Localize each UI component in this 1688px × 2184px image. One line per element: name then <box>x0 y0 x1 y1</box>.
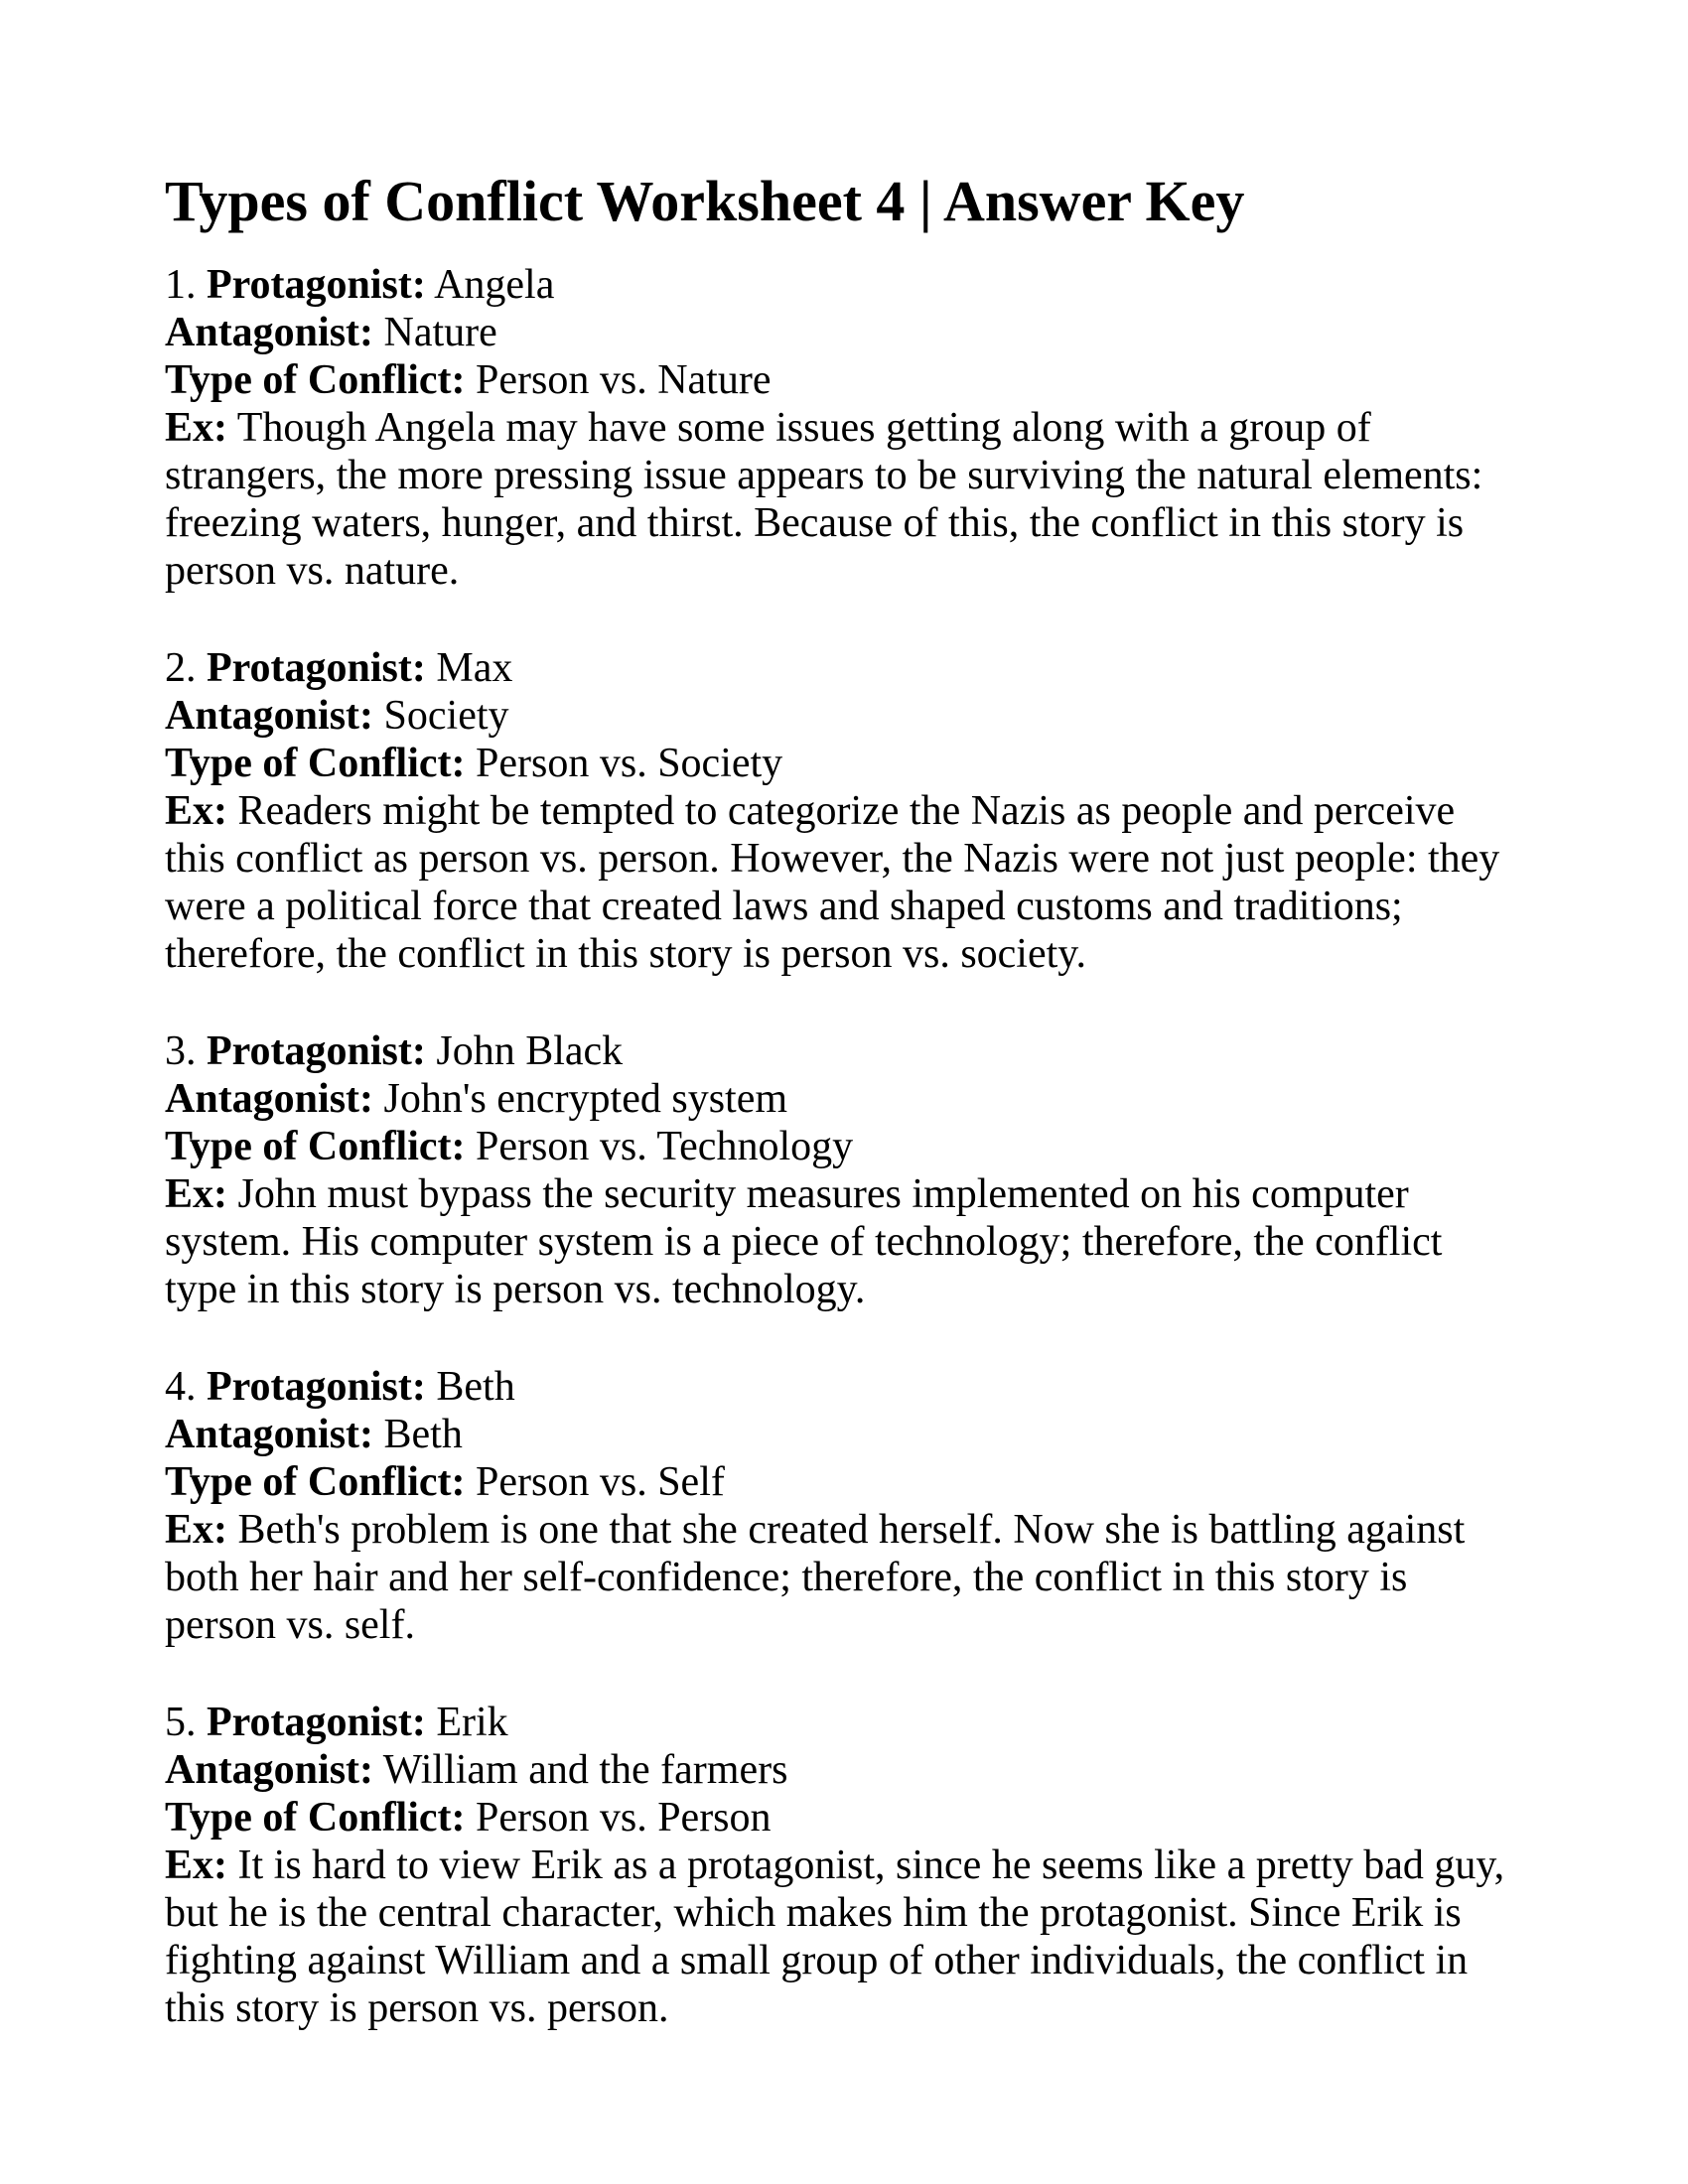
antagonist-label: Antagonist: <box>165 692 374 739</box>
conflict-type-line <box>165 1794 1509 1842</box>
conflict-type-value: Person vs. Technology <box>476 1123 854 1169</box>
example-text: Though Angela may have some issues getting along with a group of strangers, the more pressing issue appears to be surviving the natural elements: freezing waters, hunger, and thirst. Because of this, the conflict in this story is person vs. nature. <box>165 404 1483 594</box>
protagonist-line <box>165 1363 1509 1411</box>
protagonist-value: John Black <box>436 1027 624 1074</box>
protagonist-line <box>165 261 1509 309</box>
antagonist-label: Antagonist: <box>165 309 374 355</box>
conflict-type-label: Type of Conflict: <box>165 1123 466 1169</box>
example-paragraph <box>165 1842 1509 2032</box>
example-label: Ex: <box>165 404 227 451</box>
protagonist-label: Protagonist: <box>207 644 426 691</box>
antagonist-value: Society <box>383 692 509 739</box>
worksheet-content <box>165 169 1509 2032</box>
protagonist-value: Beth <box>436 1363 515 1410</box>
example-paragraph <box>165 1170 1509 1313</box>
example-text: Readers might be tempted to categorize the Nazis as people and perceive this conflict as person vs. person. However, the Nazis were not just people: they were a political force that created laws and shaped customs and traditions; therefore, the conflict in this story is person vs. society. <box>165 787 1500 977</box>
antagonist-line <box>165 692 1509 740</box>
antagonist-line <box>165 309 1509 356</box>
example-label: Ex: <box>165 787 227 834</box>
conflict-type-line <box>165 1458 1509 1506</box>
conflict-item-5 <box>165 1699 1509 2032</box>
antagonist-line <box>165 1075 1509 1123</box>
antagonist-value: Beth <box>383 1411 463 1457</box>
protagonist-line <box>165 644 1509 692</box>
example-label: Ex: <box>165 1170 227 1217</box>
protagonist-value: Max <box>436 644 513 691</box>
conflict-type-line <box>165 740 1509 787</box>
conflict-type-label: Type of Conflict: <box>165 740 466 786</box>
example-text: Beth's problem is one that she created herself. Now she is battling against both her hair and her self-confidence; therefore, the conflict in this story is person vs. self. <box>165 1506 1466 1648</box>
antagonist-value: John's encrypted system <box>383 1075 788 1122</box>
protagonist-value: Angela <box>434 261 555 308</box>
antagonist-value: William and the farmers <box>382 1746 788 1793</box>
example-label: Ex: <box>165 1842 227 1888</box>
conflict-type-value: Person vs. Society <box>476 740 783 786</box>
antagonist-label: Antagonist: <box>165 1746 374 1793</box>
antagonist-label: Antagonist: <box>165 1075 374 1122</box>
item-number: 3. <box>165 1027 197 1074</box>
protagonist-label: Protagonist: <box>207 1699 426 1745</box>
item-number: 1. <box>165 261 197 308</box>
item-number: 5. <box>165 1699 197 1745</box>
example-paragraph <box>165 787 1509 978</box>
conflict-item-3 <box>165 1027 1509 1313</box>
conflict-type-line <box>165 1123 1509 1170</box>
example-text: John must bypass the security measures implemented on his computer system. His computer system is a piece of technology; therefore, the conflict type in this story is person vs. technology. <box>165 1170 1443 1312</box>
page-title: Types of Conflict Worksheet 4 | Answer Key <box>165 169 1245 233</box>
conflict-type-label: Type of Conflict: <box>165 356 466 403</box>
example-paragraph <box>165 1506 1509 1649</box>
protagonist-line <box>165 1027 1509 1075</box>
antagonist-label: Antagonist: <box>165 1411 374 1457</box>
conflict-type-value: Person vs. Self <box>476 1458 725 1505</box>
protagonist-line <box>165 1699 1509 1746</box>
protagonist-label: Protagonist: <box>207 1027 426 1074</box>
conflict-type-value: Person vs. Person <box>476 1794 772 1841</box>
conflict-item-2 <box>165 644 1509 978</box>
example-label: Ex: <box>165 1506 227 1553</box>
conflict-type-label: Type of Conflict: <box>165 1458 466 1505</box>
conflict-item-1 <box>165 261 1509 595</box>
conflict-item-4 <box>165 1363 1509 1649</box>
protagonist-label: Protagonist: <box>207 1363 426 1410</box>
conflict-type-line <box>165 356 1509 404</box>
antagonist-value: Nature <box>383 309 497 355</box>
antagonist-line <box>165 1746 1509 1794</box>
conflict-type-value: Person vs. Nature <box>476 356 772 403</box>
protagonist-label: Protagonist: <box>207 261 426 308</box>
item-number: 4. <box>165 1363 197 1410</box>
item-number: 2. <box>165 644 197 691</box>
example-text: It is hard to view Erik as a protagonist, since he seems like a pretty bad guy, but he is the central character, which makes him the protagonist. Since Erik is fighting against William and a small group of other individuals, the conflict in this story is person vs. person. <box>165 1842 1505 2031</box>
conflict-type-label: Type of Conflict: <box>165 1794 466 1841</box>
antagonist-line <box>165 1411 1509 1458</box>
protagonist-value: Erik <box>436 1699 508 1745</box>
example-paragraph <box>165 404 1509 595</box>
